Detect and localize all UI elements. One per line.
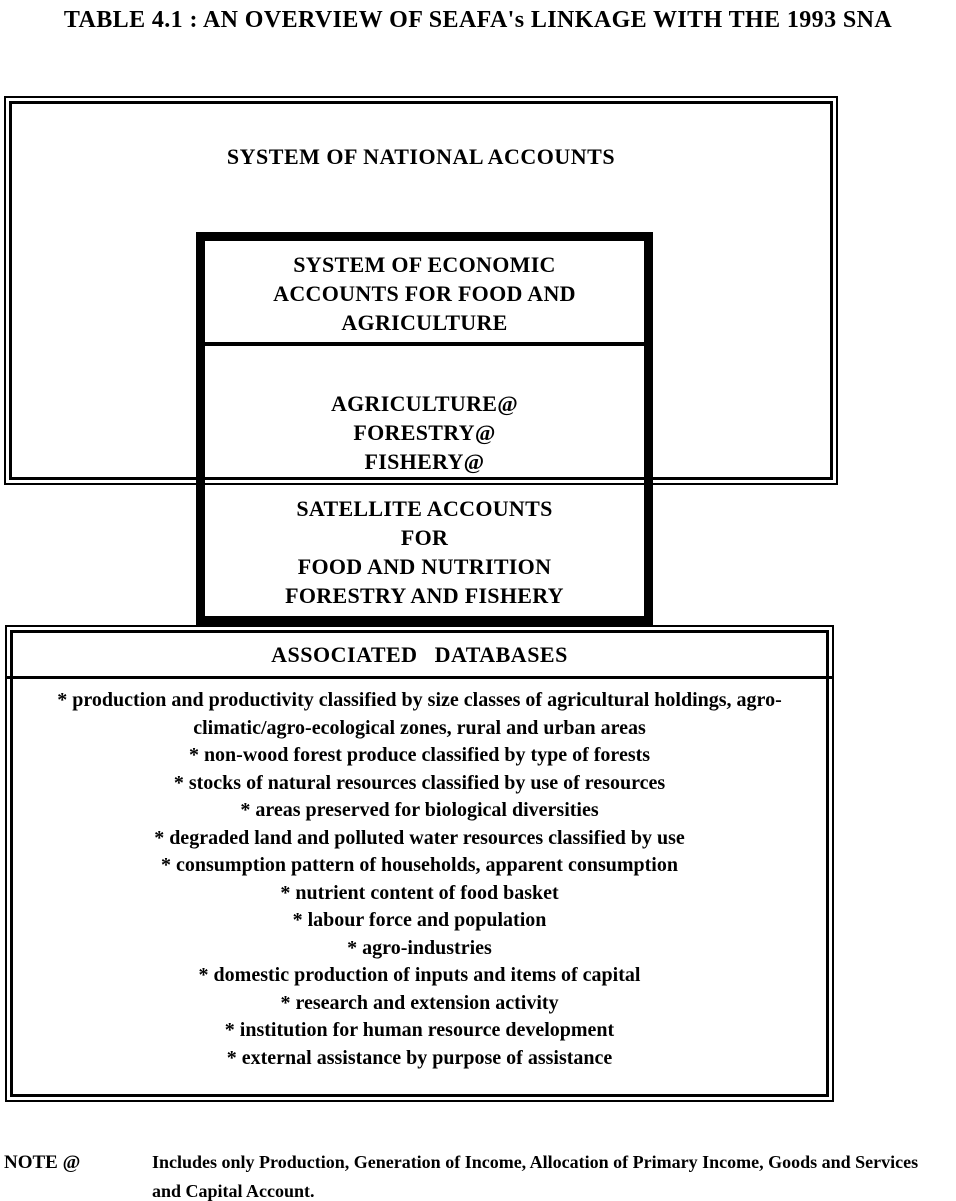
seafa-heading-line: ACCOUNTS FOR FOOD AND — [273, 281, 576, 306]
associated-databases-box — [5, 625, 834, 1102]
seafa-account-item: AGRICULTURE@ — [330, 391, 519, 416]
note-text: Includes only Production, Generation of Income, Allocation of Primary Income, Goods and Services and Capital Account. — [152, 1152, 919, 1201]
sna-heading: SYSTEM OF NATIONAL ACCOUNTS — [226, 144, 616, 169]
database-item: * degraded land and polluted water resources classified by use — [154, 826, 685, 849]
satellite-heading-line: FOR — [400, 525, 449, 550]
database-item: * labour force and population — [292, 909, 547, 931]
seafa-accounts — [205, 389, 644, 476]
note-label: NOTE @ — [4, 1152, 81, 1173]
note — [4, 1148, 952, 1201]
satellite-heading-line: FORESTRY AND FISHERY — [285, 583, 564, 608]
database-item: * domestic production of inputs and items of capital — [198, 964, 641, 986]
databases-list — [19, 687, 821, 1072]
database-item: * production and productivity classified by size classes of agricultural holdings, agro-climatic/agro-ecological zones, rural and urban areas — [57, 689, 782, 739]
seafa-heading-line: SYSTEM OF ECONOMIC — [293, 252, 556, 277]
database-item: * agro-industries — [347, 936, 492, 959]
database-item: * research and extension activity — [280, 991, 559, 1014]
seafa-account-item: FORESTRY@ — [353, 420, 496, 445]
seafa-account-item: FISHERY@ — [364, 449, 485, 474]
database-item: * consumption pattern of households, apparent consumption — [161, 854, 678, 876]
satellite-heading-line: SATELLITE ACCOUNTS — [296, 496, 553, 521]
databases-heading: ASSOCIATED DATABASES — [271, 642, 568, 667]
database-item: * stocks of natural resources classified by use of resources — [173, 771, 666, 794]
seafa-box — [196, 232, 653, 625]
database-item: * areas preserved for biological diversities — [240, 799, 599, 821]
table-title: TABLE 4.1 : AN OVERVIEW OF SEAFA's LINKAGE WITH THE 1993 SNA — [63, 7, 893, 33]
database-item: * external assistance by purpose of assistance — [226, 1046, 613, 1069]
database-item: * non-wood forest produce classified by type of forests — [188, 744, 651, 766]
databases-divider — [7, 676, 832, 679]
seafa-heading-line: AGRICULTURE — [341, 310, 508, 335]
database-item: * institution for human resource development — [224, 1019, 615, 1041]
satellite-heading-line: FOOD AND NUTRITION — [297, 554, 552, 579]
seafa-divider — [205, 342, 644, 346]
satellite-accounts-heading — [205, 494, 644, 610]
seafa-heading — [205, 250, 644, 337]
database-item: * nutrient content of food basket — [280, 881, 559, 904]
